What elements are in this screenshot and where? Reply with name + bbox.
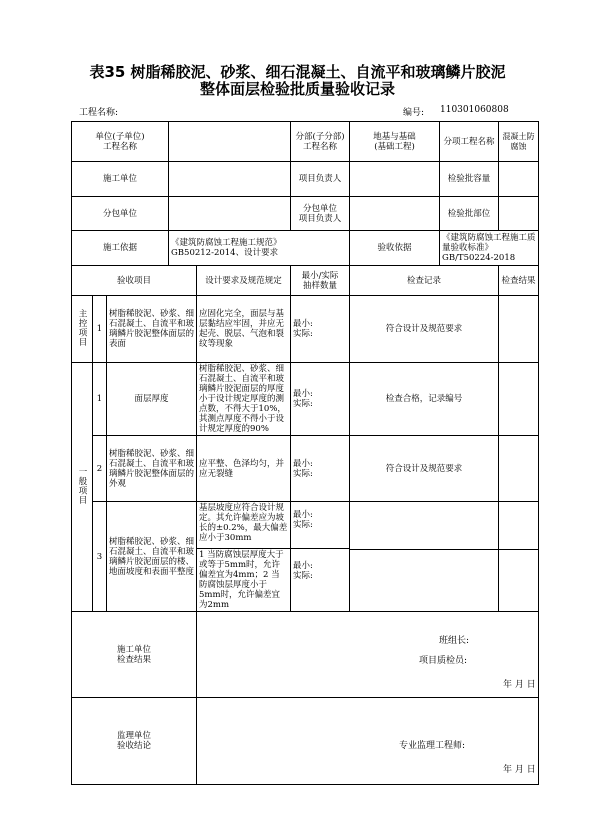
- table-row: [72, 296, 539, 363]
- requirement-slope: 基层坡度应符合设计规定。其允许偏差应为坡长的±0.2%，最大偏差应小于30mm: [197, 502, 290, 549]
- acceptance-basis-label: 验收依据: [350, 231, 440, 266]
- construction-date: 年 月 日: [503, 680, 536, 690]
- col-requirement: 设计要求及规范规定: [197, 266, 291, 296]
- item-name: 面层厚度: [107, 363, 197, 436]
- basis-label: 施工依据: [72, 231, 169, 266]
- col-result: 检查结果: [499, 266, 539, 296]
- subcontractor-value[interactable]: [169, 197, 291, 231]
- project-manager-label: 项目负责人: [291, 162, 350, 197]
- item-record: 符合设计及规范要求: [350, 296, 499, 363]
- col-sample: 最小/实际 抽样数量: [291, 266, 350, 296]
- basis-value: 《建筑防腐蚀工程施工规范》 GB50212-2014、设计要求: [169, 231, 350, 266]
- inspector-label: 项目质检员:: [419, 656, 468, 666]
- code-label: 编号:: [403, 108, 425, 118]
- header-row-1: [72, 122, 539, 162]
- item-number: 3: [93, 502, 107, 612]
- table-row: [72, 502, 539, 612]
- contractor-label: 施工单位: [72, 162, 169, 197]
- item-number: 1: [93, 296, 107, 363]
- supervision-date: 年 月 日: [503, 765, 536, 775]
- supervision-content[interactable]: [197, 698, 539, 785]
- requirement-flatness: 1 当防腐蚀层厚度大于或等于5mm时，允许偏差宜为4mm；2 当防腐蚀层厚度小于5mm时，允许偏差宜为2mm: [199, 550, 284, 610]
- item-name: 树脂稀胶泥、砂浆、细石混凝土、自流平和玻璃鳞片胶泥面层的楼、地面坡度和表面平整度: [107, 502, 197, 612]
- batch-location-value[interactable]: [499, 197, 539, 231]
- supervision-label: 监理单位 验收结论: [72, 698, 197, 785]
- unit-name-value[interactable]: [169, 122, 291, 162]
- project-name-label: 工程名称:: [79, 108, 119, 118]
- item-requirement: [197, 502, 291, 612]
- item-number: 1: [93, 363, 107, 436]
- inspection-form-table: [71, 121, 539, 785]
- team-leader-label: 班组长:: [439, 636, 470, 646]
- sub-manager-value[interactable]: [350, 197, 440, 231]
- item-result[interactable]: [499, 363, 539, 436]
- item-record: 符合设计及规范要求: [350, 436, 499, 502]
- min-label: 最小:: [293, 458, 313, 469]
- sample-count[interactable]: [291, 296, 350, 363]
- construction-check-content[interactable]: [197, 612, 539, 698]
- subitem-name-label: 分项工程名称: [440, 122, 499, 162]
- project-manager-value[interactable]: [350, 162, 440, 197]
- general-group-label: 一般项目: [72, 363, 93, 612]
- header-row-3: [72, 197, 539, 231]
- sample-count[interactable]: [291, 502, 350, 612]
- item-requirement: 树脂稀胶泥、砂浆、细石混凝土、自流平和玻璃鳞片胶泥面层的厚度小于设计规定厚度的测点数，不得大于10%，其测点厚度不得小于设计规定厚度的90%: [197, 363, 291, 436]
- table-row: [72, 436, 539, 502]
- header-row-4: [72, 231, 539, 266]
- division-name-value: 地基与基础 (基础工程): [350, 122, 440, 162]
- table-row: [72, 363, 539, 436]
- min-label: 最小:: [293, 389, 313, 399]
- col-record: 检查记录: [350, 266, 499, 296]
- page-title-line1: 表35 树脂稀胶泥、砂浆、细石混凝土、自流平和玻璃鳞片胶泥: [89, 63, 506, 81]
- acceptance-basis-value: 《建筑防腐蚀工程施工质量验收标准》GB/T50224-2018: [440, 231, 539, 266]
- item-result[interactable]: [499, 436, 539, 502]
- min-label: 最小:: [293, 319, 313, 329]
- header-row-2: [72, 162, 539, 197]
- actual-label: 实际:: [293, 468, 313, 479]
- subitem-name-value: 混凝土防腐蚀: [499, 122, 539, 162]
- main-group-label: 主控项目: [72, 296, 93, 363]
- subcontractor-label: 分包单位: [72, 197, 169, 231]
- actual-label: 实际:: [293, 329, 313, 339]
- item-record: 检查合格，记录编号: [350, 363, 499, 436]
- min-label: 最小:: [293, 561, 313, 571]
- batch-location-label: 检验批部位: [440, 197, 499, 231]
- batch-capacity-label: 检验批容量: [440, 162, 499, 197]
- supervision-row: [72, 698, 539, 785]
- item-requirement: 应平整、色泽均匀，并应无裂缝: [197, 436, 291, 502]
- page-title-line2: 整体面层检验批质量验收记录: [199, 80, 395, 98]
- item-record[interactable]: [350, 502, 499, 612]
- col-item: 验收项目: [72, 266, 197, 296]
- construction-check-label: 施工单位 检查结果: [72, 612, 197, 698]
- actual-label: 实际:: [293, 399, 313, 409]
- division-name-label: 分部(子分部) 工程名称: [291, 122, 350, 162]
- item-number: 2: [93, 436, 107, 502]
- min-label: 最小:: [293, 510, 313, 520]
- sample-count[interactable]: [291, 436, 350, 502]
- item-name: 树脂稀胶泥、砂浆、细石混凝土、自流平和玻璃鳞片胶泥整体面层的外观: [107, 436, 197, 502]
- unit-name-label: 单位(子单位) 工程名称: [72, 122, 169, 162]
- item-name: 树脂稀胶泥、砂浆、细石混凝土、自流平和玻璃鳞片胶泥整体面层的表面: [107, 296, 197, 363]
- column-header-row: [72, 266, 539, 296]
- construction-check-row: [72, 612, 539, 698]
- code-value: 110301060808: [440, 105, 509, 115]
- supervision-engineer-label: 专业监理工程师:: [399, 741, 466, 751]
- sample-count[interactable]: [291, 363, 350, 436]
- actual-label: 实际:: [293, 571, 313, 581]
- batch-capacity-value[interactable]: [499, 162, 539, 197]
- sub-manager-label: 分包单位 项目负责人: [291, 197, 350, 231]
- item-result[interactable]: [499, 296, 539, 363]
- contractor-value[interactable]: [169, 162, 291, 197]
- item-requirement: 应固化完全，面层与基层黏结应牢固，并应无起壳、脱层、气泡和裂纹等现象: [197, 296, 291, 363]
- item-result[interactable]: [499, 502, 539, 612]
- actual-label: 实际:: [293, 520, 313, 530]
